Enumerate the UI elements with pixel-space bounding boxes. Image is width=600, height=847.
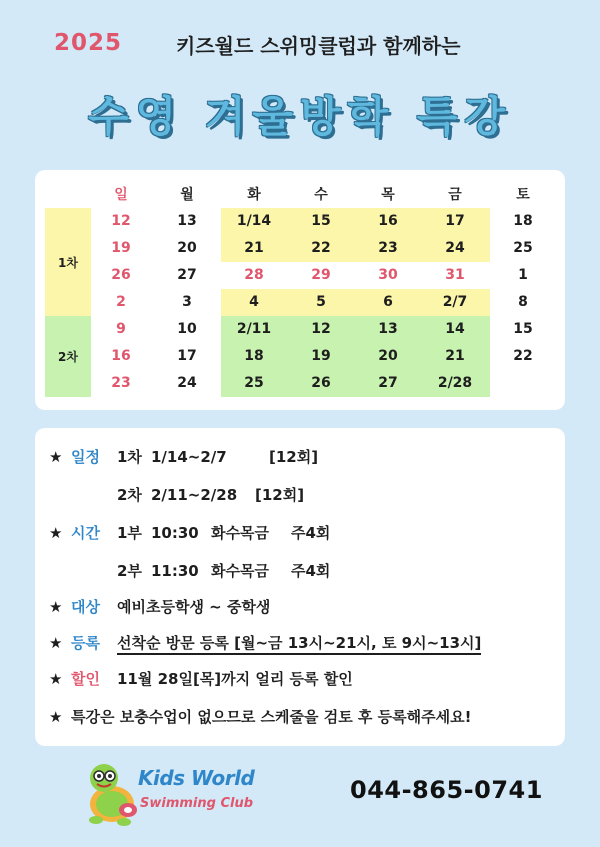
calendar-day-cell: 9 [116, 321, 126, 337]
calendar-day-cell: 23 [111, 375, 131, 391]
star-icon: ★ [49, 670, 63, 688]
calendar-day-cell: 1/14 [236, 213, 272, 229]
calendar-day-cell: 28 [244, 267, 264, 283]
calendar-day-cell: 21 [445, 348, 465, 364]
round1-label: 1차 [58, 255, 78, 270]
year-label: 2025 [54, 30, 123, 56]
time-p1-num: 1부 [117, 524, 142, 542]
time-p2-time: 11:30 [151, 562, 199, 580]
calendar-day-cell: 26 [111, 267, 131, 283]
calendar-day-cell: 8 [518, 294, 528, 310]
page-title: 수영 겨울방학 특강 [88, 92, 512, 141]
round2-label: 2차 [58, 350, 78, 364]
calendar-day-cell: 18 [513, 213, 533, 229]
calendar-day-cell: 16 [378, 213, 398, 229]
time-p2-freq: 주4회 [291, 562, 331, 580]
calendar-day-cell: 31 [445, 267, 465, 283]
calendar-day-cell: 23 [378, 240, 398, 256]
time-p1-days: 화수목금 [211, 524, 269, 542]
time-p2-days: 화수목금 [211, 562, 269, 580]
calendar-day-cell: 27 [177, 267, 197, 283]
calendar-day-cell: 10 [177, 321, 197, 337]
calendar-day-cell: 25 [513, 240, 533, 256]
star-icon: ★ [49, 634, 63, 652]
calendar-day-cell: 19 [311, 348, 331, 364]
schedule-r2-count: [12회] [255, 486, 305, 504]
schedule-r1-range: 1/14~2/7 [151, 448, 227, 466]
turtle-mascot-icon [82, 760, 140, 828]
star-icon: ★ [49, 708, 63, 726]
weekday-fri: 금 [448, 187, 462, 203]
info-card [35, 428, 565, 746]
register-label: 등록 [71, 634, 100, 652]
notice-text: 특강은 보충수업이 없으므로 스케줄을 검토 후 등록해주세요! [71, 708, 472, 726]
target-value: 예비초등학생 ~ 중학생 [117, 598, 271, 616]
weekday-sat: 토 [516, 187, 530, 203]
time-row-2 [117, 560, 330, 581]
calendar-day-cell: 3 [182, 294, 192, 310]
star-icon: ★ [49, 448, 63, 466]
calendar-day-cell: 16 [111, 348, 131, 364]
time-p1-time: 10:30 [151, 524, 199, 542]
schedule-label: 일정 [71, 448, 100, 466]
calendar-day-cell: 30 [378, 267, 398, 283]
calendar-day-cell: 1 [518, 267, 528, 283]
calendar-day-cell: 22 [513, 348, 533, 364]
calendar-day-cell: 19 [111, 240, 131, 256]
calendar-day-cell: 13 [378, 321, 398, 337]
calendar-day-cell: 17 [445, 213, 465, 229]
time-label: 시간 [71, 524, 100, 542]
calendar-day-cell: 15 [311, 213, 331, 229]
calendar-card [35, 170, 565, 410]
calendar-day-cell: 21 [244, 240, 264, 256]
calendar-day-cell: 24 [445, 240, 465, 256]
calendar-day-cell: 25 [244, 375, 264, 391]
time-row [49, 522, 330, 543]
weekday-wed: 수 [314, 187, 328, 203]
discount-label: 할인 [71, 670, 100, 688]
calendar-day-cell: 20 [177, 240, 197, 256]
weekday-thu: 목 [381, 187, 395, 203]
calendar-day-cell: 5 [316, 294, 326, 310]
calendar-day-cell: 14 [445, 321, 465, 337]
calendar-day-cell: 13 [177, 213, 197, 229]
calendar-day-cell: 26 [311, 375, 331, 391]
calendar-day-cell: 18 [244, 348, 264, 364]
calendar-day-cell: 24 [177, 375, 197, 391]
calendar-day-cell: 12 [311, 321, 331, 337]
calendar-day-cell: 17 [177, 348, 197, 364]
phone-number: 044-865-0741 [350, 776, 543, 804]
notice-row [49, 706, 471, 727]
calendar-day-cell: 4 [249, 294, 259, 310]
star-icon: ★ [49, 598, 63, 616]
calendar-day-cell: 22 [311, 240, 331, 256]
schedule-row [49, 446, 318, 467]
calendar-weekday-header [35, 180, 565, 204]
discount-value: 11월 28일[목]까지 얼리 등록 할인 [117, 670, 353, 688]
time-p1-freq: 주4회 [291, 524, 331, 542]
target-row [49, 596, 270, 617]
weekday-sun: 일 [114, 187, 128, 203]
weekday-mon: 월 [180, 187, 194, 203]
target-label: 대상 [71, 598, 100, 616]
schedule-r1-num: 1차 [117, 448, 142, 466]
calendar-day-cell: 29 [311, 267, 331, 283]
calendar-day-cell: 6 [383, 294, 393, 310]
calendar-day-cell: 2 [116, 294, 126, 310]
calendar-day-cell: 2/7 [442, 294, 468, 310]
kids-world-logo [82, 760, 257, 830]
time-p2-num: 2부 [117, 562, 142, 580]
star-icon: ★ [49, 524, 63, 542]
weekday-tue: 화 [247, 187, 261, 203]
calendar-day-cell: 20 [378, 348, 398, 364]
schedule-r2-num: 2차 [117, 486, 142, 504]
calendar-day-cell [490, 370, 556, 397]
calendar-day-cell: 12 [111, 213, 131, 229]
schedule-row-2 [117, 484, 304, 505]
subtitle: 키즈월드 스위밍클럽과 함께하는 [176, 34, 461, 58]
register-row [49, 632, 481, 653]
calendar-day-cell: 27 [378, 375, 398, 391]
register-value: 선착순 방문 등록 [월~금 13시~21시, 토 9시~13시] [117, 634, 481, 655]
logo-text-kids-world: Kids World [138, 766, 255, 790]
schedule-r1-count: [12회] [269, 448, 319, 466]
discount-row [49, 668, 353, 689]
calendar-day-cell: 15 [513, 321, 533, 337]
logo-text-swimming-club: Swimming Club [140, 796, 254, 811]
calendar-day-cell: 2/11 [236, 321, 272, 337]
calendar-day-cell: 2/28 [437, 375, 473, 391]
schedule-r2-range: 2/11~2/28 [151, 486, 238, 504]
